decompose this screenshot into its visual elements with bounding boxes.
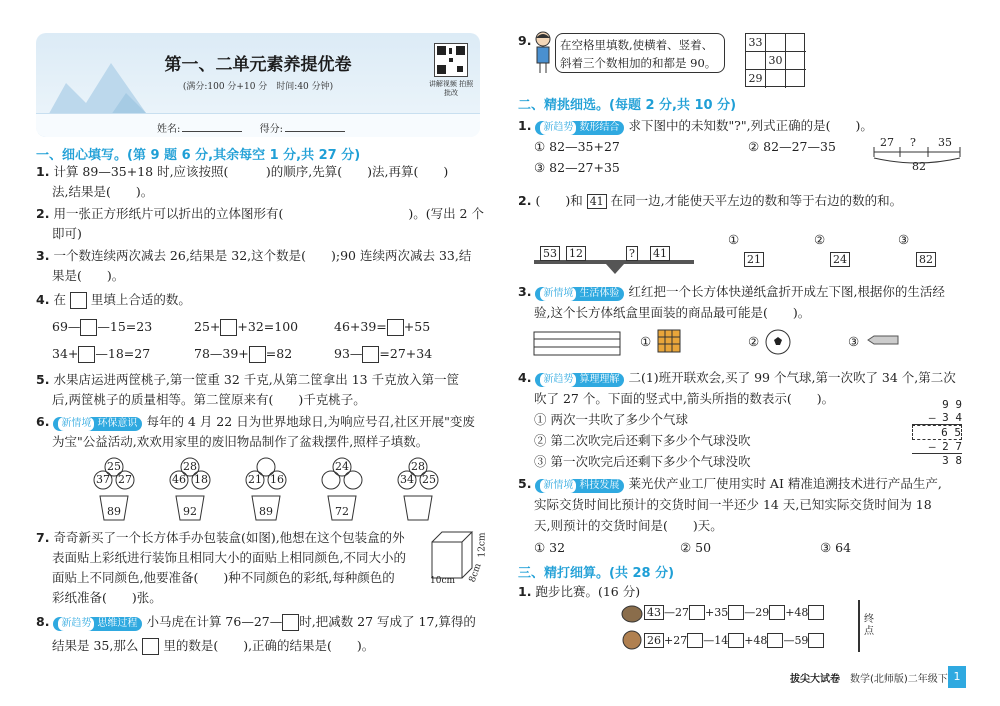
p2q2-opt1[interactable]: ① bbox=[728, 232, 740, 247]
q8: 8. 新趋势 思维过程 小马虎在计算 76—27— 时,把减数 27 写成了 17,算得的 bbox=[36, 614, 476, 629]
header-card bbox=[36, 33, 480, 137]
p2q3-opt1[interactable]: ① bbox=[640, 334, 652, 349]
p2q4-line2: 吹了 27 个。下面的竖式中,箭头所指的数表示( )。 bbox=[534, 391, 835, 406]
q7: 7. 奇奇新买了一个长方体手办包装盒(如图),他想在这个包装盒的外 bbox=[36, 530, 405, 545]
finish-line bbox=[858, 600, 860, 652]
answer-box[interactable] bbox=[78, 346, 95, 363]
q4: 4. 在 里填上合适的数。 bbox=[36, 292, 191, 307]
q1: 1. 计算 89—35+18 时,应该按照( )的顺序,先算( )法,再算( ) bbox=[36, 164, 449, 179]
section-2-heading: 二、精挑细选。(每题 2 分,共 10 分) bbox=[518, 98, 737, 113]
p2q2: 2. ( )和 41 在同一边,才能使天平左边的数和等于右边的数的和。 bbox=[518, 193, 903, 208]
qr-caption: 讲解视频 拍照批改 bbox=[428, 80, 474, 97]
q9-bubble: 在空格里填数,使横着、竖着、斜着三个数相加的和都是 90。 bbox=[555, 33, 725, 73]
rubiks-cube-icon bbox=[656, 328, 682, 354]
p2q1-opt3[interactable]: ③ 82—27+35 bbox=[534, 160, 620, 175]
name-label: 姓名: bbox=[157, 124, 181, 135]
q7-line3: 面贴上不同颜色,他要准备( )种不同颜色的彩纸,每种颜色的 bbox=[52, 570, 395, 585]
p2q4-opt3[interactable]: ③ 第一次吹完后还剩下多少个气球没吹 bbox=[534, 454, 751, 469]
p2q2-opt2-val: 24 bbox=[830, 252, 850, 267]
answer-box[interactable] bbox=[142, 638, 159, 655]
q7-line4: 彩纸准备( )张。 bbox=[52, 590, 162, 605]
boy-illustration bbox=[532, 30, 554, 74]
seg-label-3: 35 bbox=[938, 136, 952, 149]
seg-label-total: 82 bbox=[912, 160, 926, 173]
soccer-ball-icon bbox=[764, 328, 792, 356]
exam-meta: (满分:100 分+10 分 时间:40 分钟) bbox=[182, 82, 334, 92]
box-dim-height: 12cm bbox=[477, 532, 488, 558]
q4-eq-6: 93— =27+34 bbox=[334, 346, 433, 361]
monkey-icon bbox=[620, 628, 644, 652]
name-score-bar bbox=[36, 113, 480, 137]
vertical-calc: 9 9 — 3 4 6 5 — 2 7 3 8 bbox=[912, 398, 962, 467]
answer-box[interactable] bbox=[220, 319, 237, 336]
plant-pots bbox=[80, 456, 480, 522]
footer-text: 拔尖大试卷 数学(北师版)二年级下 bbox=[790, 674, 948, 685]
section-1-heading: 一、细心填写。(第 9 题 6 分,其余每空 1 分,共 27 分) bbox=[36, 148, 361, 163]
p2q5: 5. 新情境 科技发展 莱光伏产业工厂使用实时 AI 精准追溯技术进行产品生产, bbox=[518, 476, 942, 491]
q3-line2: 果是( )。 bbox=[52, 268, 125, 283]
page-number: 1 bbox=[948, 666, 966, 688]
answer-box[interactable] bbox=[282, 614, 299, 631]
p2q1: 1. 新趋势 数形结合 求下图中的未知数"?",列式正确的是( )。 bbox=[518, 118, 873, 133]
p2q2-opt3[interactable]: ③ bbox=[898, 232, 910, 247]
p2q5-line3: 天,则预计的交货时间是( )天。 bbox=[534, 518, 723, 533]
p2q2-opt1-val: 21 bbox=[744, 252, 764, 267]
unfolded-box bbox=[532, 330, 622, 358]
p2q1-opt2[interactable]: ② 82—27—35 bbox=[748, 139, 836, 154]
seg-label-2: ? bbox=[910, 136, 916, 149]
scale-item-2: 12 bbox=[566, 246, 586, 261]
hedgehog-icon bbox=[620, 600, 644, 624]
tag-new-context: 新情境 环保意识 bbox=[53, 417, 142, 431]
q2: 2. 用一张正方形纸片可以折出的立体图形有( )。(写出 2 个 bbox=[36, 206, 484, 221]
race-row-2: 26 +27 —14 +48 —59 bbox=[644, 632, 824, 649]
q7-line2: 表面贴上彩纸进行装饰且相同大小的面贴上相同颜色,不同大小的 bbox=[52, 550, 406, 565]
box-dim-width: 8cm bbox=[467, 562, 484, 584]
p2q3-opt2[interactable]: ② bbox=[748, 334, 760, 349]
q5-line2: 后,两筐桃子的质量相等。第二筐原来有( )千克桃子。 bbox=[52, 392, 366, 407]
finish-label: 终点 bbox=[864, 614, 874, 637]
answer-box[interactable] bbox=[362, 346, 379, 363]
pot: 28 46 18 92 bbox=[172, 460, 208, 518]
scale-item-3: ? bbox=[626, 246, 638, 261]
race-row-1: 43 —27 +35 —29 +48 bbox=[644, 604, 824, 621]
p2q4: 4. 新趋势 算理理解 二(1)班开联欢会,买了 99 个气球,第一次吹了 34 个,第二次 bbox=[518, 370, 956, 385]
score-blank[interactable] bbox=[285, 131, 345, 132]
p2q2-opt2[interactable]: ② bbox=[814, 232, 826, 247]
q4-eq-4: 34+ —18=27 bbox=[52, 346, 151, 361]
q3: 3. 一个数连续两次减去 26,结果是 32,这个数是( );90 连续两次减去 33,结 bbox=[36, 248, 472, 263]
q2-line2: 即可) bbox=[52, 226, 82, 241]
p2q4-opt1[interactable]: ① 两次一共吹了多少个气球 bbox=[534, 412, 688, 427]
answer-box[interactable] bbox=[80, 319, 97, 336]
q4-eq-2: 25+ +32=100 bbox=[194, 319, 299, 334]
tag-new-trend: 新趋势 思维过程 bbox=[53, 617, 142, 631]
answer-box[interactable] bbox=[249, 346, 266, 363]
page-title: 第一、二单元素养提优卷 bbox=[164, 55, 352, 75]
p2q3-opt3[interactable]: ③ bbox=[848, 334, 860, 349]
p2q2-opt3-val: 82 bbox=[916, 252, 936, 267]
pot: 25 37 27 89 bbox=[96, 460, 132, 518]
magic-square: 33 30 29 bbox=[745, 33, 805, 87]
name-blank[interactable] bbox=[182, 131, 242, 132]
q1-line2: 法,结果是( )。 bbox=[52, 184, 154, 199]
p2q3: 3. 新情境 生活体验 红红把一个长方体快递纸盒折开成左下图,根据你的生活经 bbox=[518, 284, 945, 299]
p2q5-opt3[interactable]: ③ 64 bbox=[820, 540, 852, 555]
score-label: 得分: bbox=[259, 124, 283, 135]
answer-box[interactable] bbox=[387, 319, 404, 336]
p2q5-line2: 实际交货时间比预计的交货时间一半还少 14 天,已知实际交货时间为 18 bbox=[534, 497, 932, 512]
q8-line2: 结果是 35,那么 里的数是( ),正确的结果是( )。 bbox=[52, 638, 375, 653]
pot: 24 72 bbox=[320, 456, 364, 524]
answer-box-sample bbox=[70, 292, 87, 309]
scale-item-4: 41 bbox=[650, 246, 670, 261]
q4-eq-5: 78—39+ =82 bbox=[194, 346, 293, 361]
p2q1-opt1[interactable]: ① 82—35+27 bbox=[534, 139, 620, 154]
p2q4-opt2[interactable]: ② 第二次吹完后还剩下多少个气球没吹 bbox=[534, 433, 751, 448]
scale-item-1: 53 bbox=[540, 246, 560, 261]
box-dim-length: 10cm bbox=[430, 576, 456, 586]
q4-eq-1: 69— —15=23 bbox=[52, 319, 153, 334]
p2q5-opt2[interactable]: ② 50 bbox=[680, 540, 712, 555]
pot: 28 34 25 bbox=[396, 456, 440, 524]
q4-eq-3: 46+39= +55 bbox=[334, 319, 431, 334]
q6-line2: 为宝"公益活动,欢欢用家里的废旧物品制作了盆栽摆件,照样子填数。 bbox=[52, 434, 429, 449]
seg-label-1: 27 bbox=[880, 136, 894, 149]
pencil-icon bbox=[866, 334, 900, 346]
p3q1: 1. 跑步比赛。(16 分) bbox=[518, 584, 641, 599]
q6: 6. 新情境 环保意识 每年的 4 月 22 日为世界地球日,为响应号召,社区开展"变废 bbox=[36, 414, 475, 429]
p2q3-line2: 验,这个长方体纸盒里面装的商品最可能是( )。 bbox=[534, 305, 811, 320]
q9-num: 9. bbox=[518, 33, 532, 48]
section-3-heading: 三、精打细算。(共 28 分) bbox=[518, 566, 675, 581]
pot: 21 16 89 bbox=[244, 456, 288, 524]
q5: 5. 水果店运进两筐桃子,第一筐重 32 千克,从第二筐拿出 13 千克放入第一筐 bbox=[36, 372, 460, 387]
p2q5-opt1[interactable]: ① 32 bbox=[534, 540, 566, 555]
qr-code-icon[interactable] bbox=[434, 43, 468, 77]
